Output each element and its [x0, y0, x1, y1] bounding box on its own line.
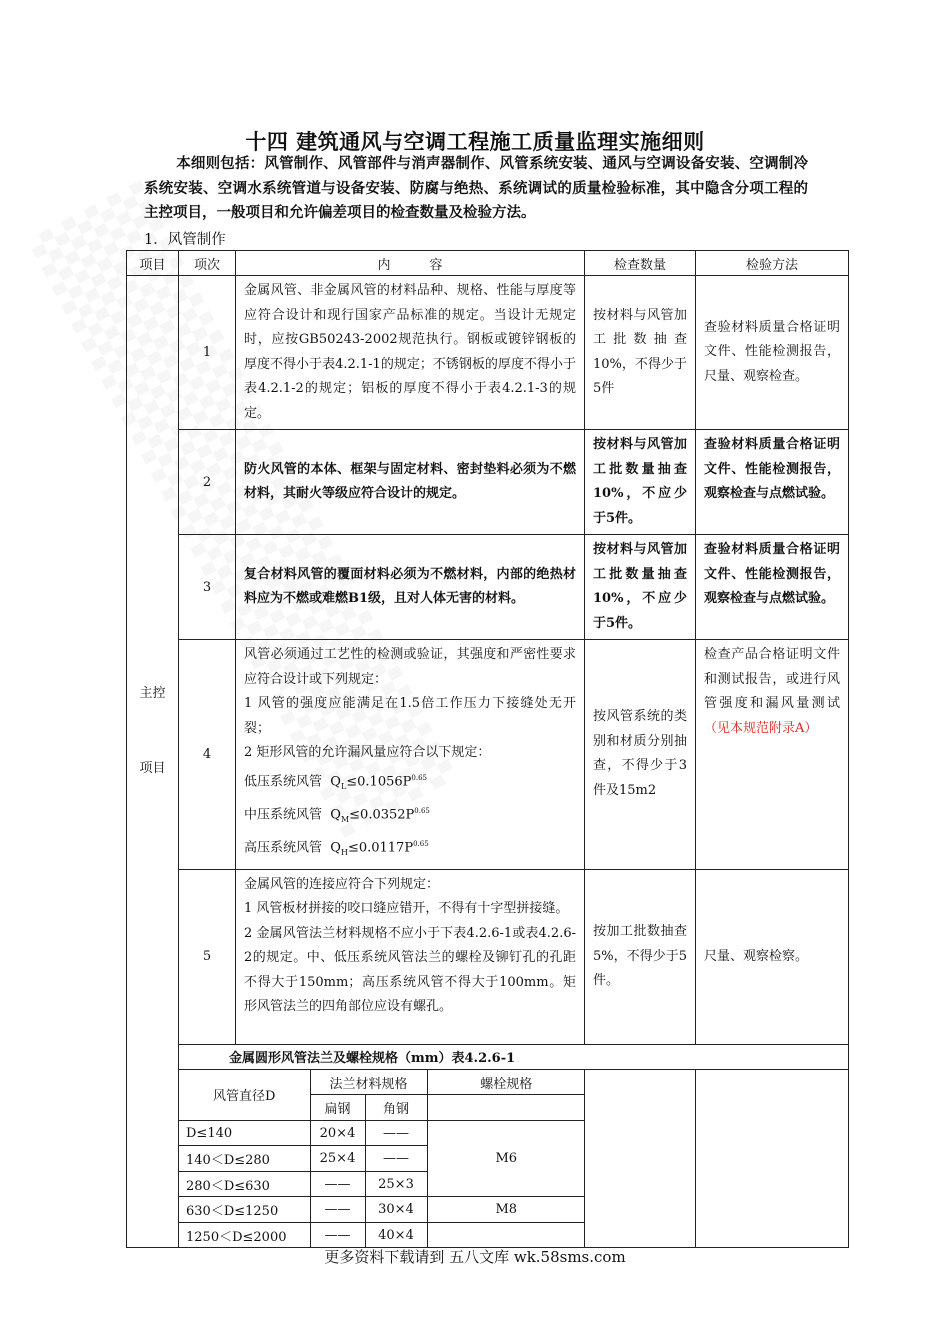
header-quantity: 检查数量: [585, 251, 696, 276]
diameter-cell: 1250＜D≤2000: [179, 1222, 310, 1247]
angle-cell: ——: [365, 1120, 427, 1146]
row-method: 查验材料质量合格证明文件、性能检测报告，观察检查与点燃试验。: [696, 430, 849, 535]
row-content: 防火风管的本体、框架与固定材料、密封垫料必须为不燃材料，其耐火等级应符合设计的规定。: [236, 430, 585, 535]
row-quantity: 按材料与风管加工批数量抽查10%，不应少于5件。: [585, 535, 696, 640]
row-number: 1: [179, 276, 236, 430]
table-row: [127, 430, 849, 535]
formula-low: 低压系统风管 $Q_L\le 0.1056P^{0.65}$: [244, 773, 427, 791]
header-index: 项次: [179, 251, 236, 276]
row-number: 4: [179, 640, 236, 870]
table-row: [127, 535, 849, 640]
formula-high: 高压系统风管 $Q_H\le 0.0117P^{0.65}$: [244, 840, 429, 858]
table-header-row: [127, 251, 849, 276]
inspection-table: [126, 250, 849, 1248]
intro-text: 本细则包括：风管制作、风管部件与消声器制作、风管系统安装、通风与空调设备安装、空调制冷系统安装、空调水系统管道与设备安装、防腐与绝热、系统调试的质量检验标准，其中隐含分项工程的主控项目，一般项目和允许偏差项目的检查数量及检验方法。: [144, 155, 808, 221]
category-cell: [127, 276, 179, 1248]
header-flange: 法兰材料规格: [310, 1070, 427, 1095]
content-line: 2 金属风管法兰材料规格不应小于下表4.2.6-1或表4.2.6-2的规定。中、低压系统风管法兰的螺栓及铆钉孔的孔距不得大于150mm；高压系统风管不得大于100mm。矩形风管法兰的四角部位应设有螺孔。: [244, 925, 576, 1015]
angle-cell: 25×3: [365, 1171, 427, 1197]
diameter-cell: 280＜D≤630: [179, 1171, 310, 1197]
subtable-title-row: [127, 1044, 849, 1069]
row-method: 查验材料质量合格证明文件、性能检测报告，尺量、观察检查。: [696, 276, 849, 430]
table-row: [179, 1197, 585, 1223]
flange-spec-table: [179, 1070, 585, 1248]
subtable-row: [127, 1069, 849, 1248]
bolt-blank: [427, 1095, 585, 1121]
row-number: 3: [179, 535, 236, 640]
angle-cell: ——: [365, 1146, 427, 1172]
row-number: 2: [179, 430, 236, 535]
row-content: 金属风管、非金属风管的材料品种、规格、性能与厚度等应符合设计和现行国家产品标准的规定。当设计无规定时，应按GB50243-2002规范执行。钢板或镀锌钢板的厚度不得小于表4.2.1-1的规定；不锈钢板的厚度不得小于表4.2.1-2的规定；铝板的厚度不得小于表4.2.1-3的规定。: [236, 276, 585, 430]
table-row: [179, 1120, 585, 1146]
category-label-2: 项目: [139, 761, 166, 776]
diameter-cell: 630＜D≤1250: [179, 1197, 310, 1223]
flat-cell: ——: [310, 1171, 365, 1197]
flat-cell: 25×4: [310, 1146, 365, 1172]
header-item: 项目: [127, 251, 179, 276]
row-content: [236, 640, 585, 870]
content-line: 1 风管的强度应能满足在1.5倍工作压力下接缝处无开裂；: [244, 696, 576, 736]
angle-cell: 30×4: [365, 1197, 427, 1223]
content-line: 金属风管的连接应符合下列规定：: [244, 876, 440, 892]
header-diameter: 风管直径D: [179, 1070, 310, 1121]
subtable-cell: [179, 1069, 585, 1248]
empty-method-cell: [696, 1069, 849, 1248]
row-method: 查验材料质量合格证明文件、性能检测报告，观察检查与点燃试验。: [696, 535, 849, 640]
table-row: [127, 869, 849, 1044]
header-angle-steel: 角钢: [365, 1095, 427, 1121]
method-note: （见本规范附录A）: [704, 720, 818, 736]
content-line: 2 矩形风管的允许漏风量应符合以下规定：: [244, 745, 491, 760]
row-content: 复合材料风管的覆面材料必须为不燃材料，内部的绝热材料应为不燃或难燃B1级，且对人体无害的材料。: [236, 535, 585, 640]
empty-quantity-cell: [585, 1069, 696, 1248]
table-row: [179, 1222, 585, 1247]
content-line: 风管必须通过工艺性的检测或验证，其强度和严密性要求应符合设计或下列规定：: [244, 647, 576, 687]
category-label-1: 主控: [139, 686, 166, 701]
diameter-cell: 140＜D≤280: [179, 1146, 310, 1172]
flat-cell: 20×4: [310, 1120, 365, 1146]
formula-medium: 中压系统风管 $Q_M\le 0.0352P^{0.65}$: [244, 806, 430, 824]
content-line: 1 风管板材拼接的咬口缝应错开，不得有十字型拼接缝。: [244, 901, 569, 917]
page-title: 十四 建筑通风与空调工程施工质量监理实施细则: [245, 129, 705, 154]
page-footer: 更多资料下载请到 五八文库 wk.58sms.com: [324, 1248, 626, 1266]
row-quantity: 按材料与风管加工批数量抽查10%，不应少于5件。: [585, 430, 696, 535]
header-bolt: 螺栓规格: [427, 1070, 585, 1095]
subtable-title: 金属圆形风管法兰及螺栓规格（mm）表4.2.6-1: [179, 1044, 849, 1069]
row-method: 检查产品合格证明文件和测试报告，或进行风管强度和漏风量测试（见本规范附录A）: [696, 640, 849, 870]
angle-cell: 40×4: [365, 1222, 427, 1247]
row-quantity: 按材料与风管加工批数抽查10%，不得少于5件: [585, 276, 696, 430]
section-heading: 1．风管制作: [144, 232, 226, 248]
flat-cell: ——: [310, 1222, 365, 1247]
row-quantity: 按风管系统的类别和材质分别抽查，不得少于3件及15m2: [585, 640, 696, 870]
flat-cell: ——: [310, 1197, 365, 1223]
header-content: 内 容: [236, 251, 585, 276]
diameter-cell: D≤140: [179, 1120, 310, 1146]
bolt-m6: M6: [427, 1120, 585, 1197]
bolt-m8: M8: [427, 1197, 585, 1223]
row-method: 尺量、观察检察。: [696, 869, 849, 1044]
header-flat-steel: 扁钢: [310, 1095, 365, 1121]
bolt-blank: [427, 1222, 585, 1247]
row-quantity: 按加工批数抽查5%，不得少于5件。: [585, 869, 696, 1044]
intro-paragraph: [144, 152, 808, 226]
row-number: 5: [179, 869, 236, 1044]
row-content: [236, 869, 585, 1044]
header-method: 检验方法: [696, 251, 849, 276]
table-row: [127, 276, 849, 430]
table-row: [127, 640, 849, 870]
